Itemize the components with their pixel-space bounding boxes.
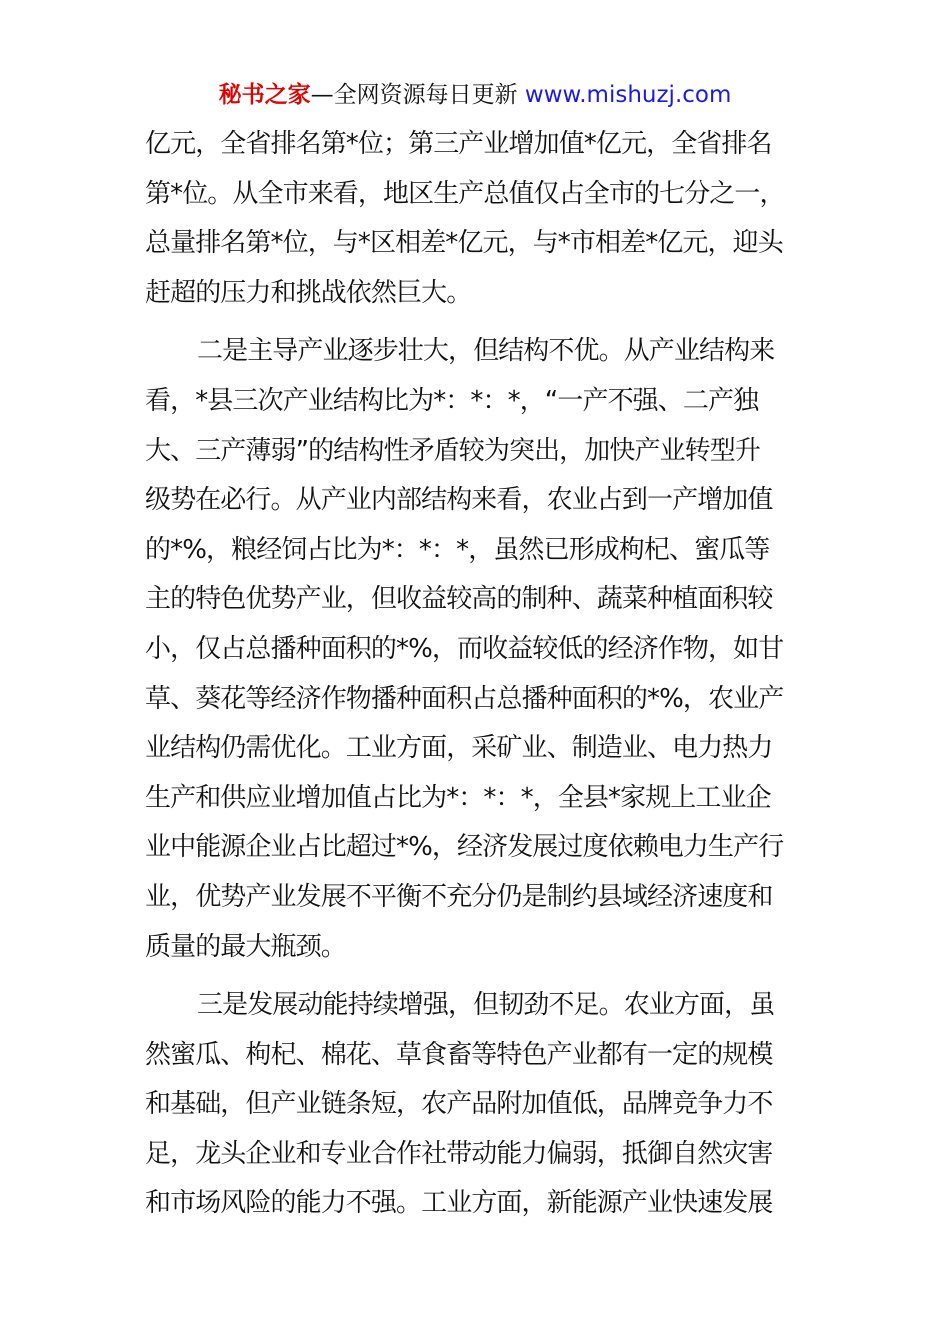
text-line: 三是发展动能持续增强，但韧劲不足。农业方面，虽 [197,990,775,1021]
text-line: 的*%，粮经饲占比为*：*：*，虽然已形成枸杞、蜜瓜等 [145,534,770,565]
text-line: 大、三产薄弱”的结构性矛盾较为突出，加快产业转型升 [145,435,760,466]
text-line: 小，仅占总播种面积的*%，而收益较低的经济作物，如甘 [145,633,784,664]
text-line: 和基础，但产业链条短，农产品附加值低，品牌竞争力不 [145,1089,773,1120]
text-line: 业结构仍需优化。工业方面，采矿业、制造业、电力热力 [145,733,773,764]
text-line: 总量排名第*位，与*区相差*亿元，与*市相差*亿元，迎头 [145,228,783,259]
site-url-link[interactable]: www.mishuzj.com [524,82,732,108]
brand-name: 秘书之家 [218,82,311,108]
text-line: 质量的最大瓶颈。 [145,931,346,962]
paragraph [145,120,810,318]
text-line: 业，优势产业发展不平衡不充分仍是制约县域经济速度和 [145,881,773,912]
text-line: 亿元，全省排名第*位；第三产业增加值*亿元，全省排名 [145,129,772,159]
text-line: 生产和供应业增加值占比为*：*：*，全县*家规上工业企 [145,782,771,813]
text-line: 级势在必行。从产业内部结构来看，农业占到一产增加值 [145,485,773,516]
text-line: 业中能源企业占比超过*%，经济发展过度依赖电力生产行 [145,832,784,863]
text-line: 草、葵花等经济作物播种面积占总播种面积的*%，农业产 [145,683,784,714]
text-line: 二是主导产业逐步壮大，但结构不优。从产业结构来 [197,336,775,367]
header-tagline: —全网资源每日更新 [310,82,525,108]
text-line: 第*位。从全市来看，地区生产总值仅占全市的七分之一， [145,178,785,209]
text-line: 足，龙头企业和专业合作社带动能力偏弱，抵御自然灾害 [145,1138,773,1169]
text-line: 然蜜瓜、枸杞、棉花、草食畜等特色产业都有一定的规模 [145,1039,773,1070]
document-body [145,120,810,1229]
text-line: 和市场风险的能力不强。工业方面，新能源产业快速发展 [145,1188,773,1219]
site-header [0,80,950,110]
text-line: 赶超的压力和挑战依然巨大。 [145,277,472,308]
paragraph [145,327,810,972]
text-line: 主的特色优势产业，但收益较高的制种、蔬菜种植面积较 [145,584,773,615]
text-line: 看，*县三次产业结构比为*：*：*，“一产不强、二产独 [145,385,759,416]
paragraph [145,981,810,1229]
